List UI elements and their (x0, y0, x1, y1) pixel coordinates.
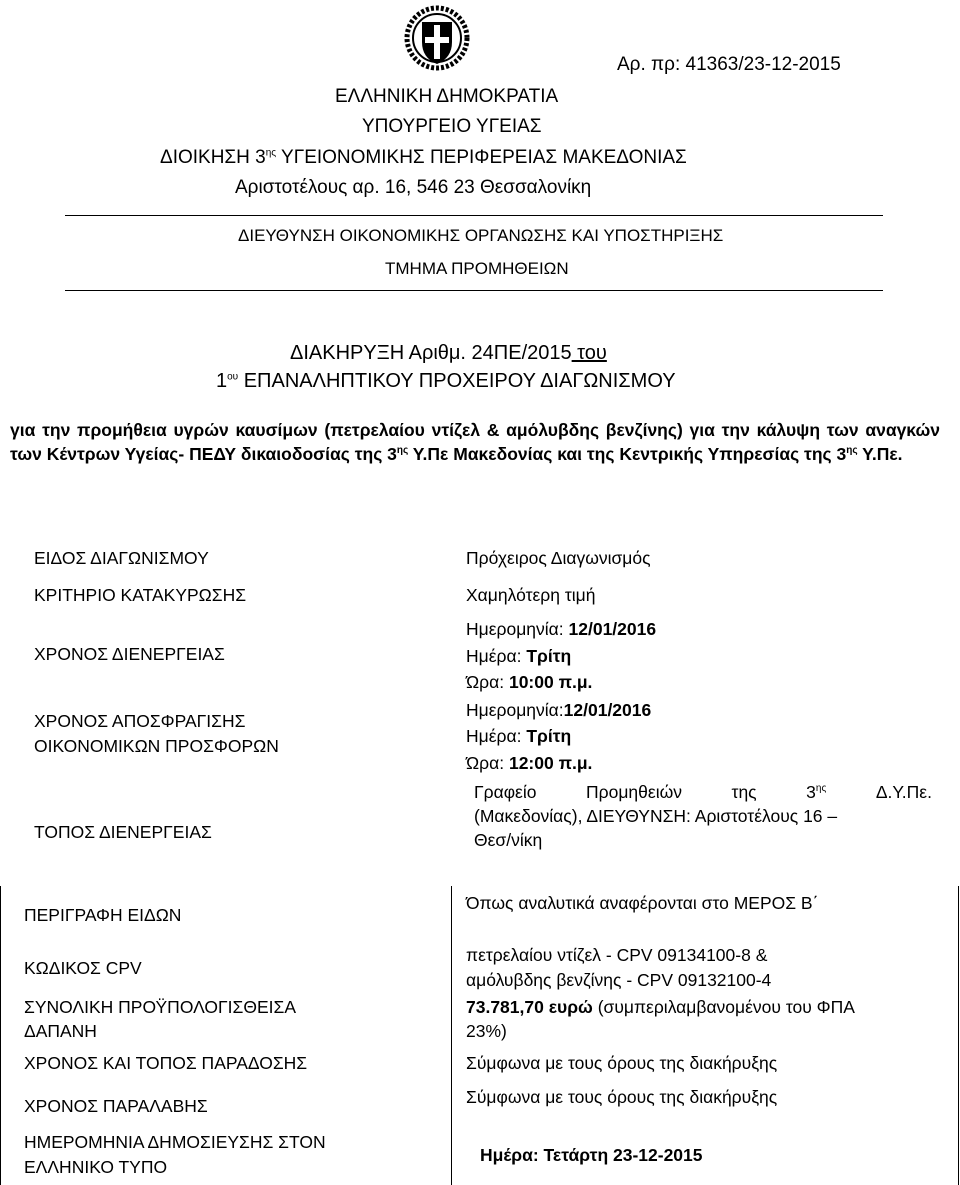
table2-left-border (0, 886, 1, 1185)
unseal-day: Ημέρα: Τρίτη (466, 726, 572, 746)
total-budget-label-line1: ΣΥΝΟΛΙΚΗ ΠΡΟΫΠΟΛΟΓΙΣΘΕΙΣΑ (24, 997, 297, 1017)
conduct-place-label: ΤΟΠΟΣ ΔΙΕΝΕΡΓΕΙΑΣ (34, 822, 212, 842)
cpv-code-line2: αμόλυβδης βενζίνης - CPV 09132100-4 (466, 970, 772, 990)
conduct-date: Ημερομηνία: 12/01/2016 (466, 619, 657, 639)
total-budget-value: 73.781,70 ευρώ (συμπεριλαμβανομένου του ΦΠΑ (466, 997, 855, 1017)
conduct-place-line2: (Μακεδονίας), ΔΙΕΥΘΥΝΣΗ: Αριστοτέλους 16 – (474, 806, 838, 826)
conduct-day: Ημέρα: Τρίτη (466, 646, 572, 666)
items-description-value: Όπως αναλυτικά αναφέρονται στο ΜΕΡΟΣ Β΄ (466, 893, 819, 913)
conduct-place-word: της (731, 782, 757, 802)
notice-title: ΔΙΑΚΗΡΥΞΗ Αριθμ. 24ΠΕ/2015 του (290, 342, 607, 364)
award-criterion-value: Χαμηλότερη τιμή (466, 585, 596, 605)
total-budget-label-line2: ΔΑΠΑΝΗ (24, 1021, 97, 1041)
delivery-label: ΧΡΟΝΟΣ ΚΑΙ ΤΟΠΟΣ ΠΑΡΑΔΟΣΗΣ (24, 1053, 308, 1073)
header-administration: ΔΙΟΙΚΗΣΗ $3^{\eta\varsigma}$ ΥΓΕΙΟΝΟΜΙΚΗΣ ΠΕΡΙΦΕΡΕΙΑΣ ΜΑΚΕΔΟΝΙΑΣ (160, 147, 687, 168)
header-directorate: ΔΙΕΥΘΥΝΣΗ ΟΙΚΟΝΟΜΙΚΗΣ ΟΡΓΑΝΩΣΗΣ ΚΑΙ ΥΠΟΣΤΗΡΙΞΗΣ (238, 226, 724, 245)
header-ministry: ΥΠΟΥΡΓΕΙΟ ΥΓΕΙΑΣ (362, 116, 542, 137)
header-divider-bottom (65, 290, 883, 291)
conduct-place-word: Προμηθειών (586, 782, 682, 802)
tender-type-value: Πρόχειρος Διαγωνισμός (466, 548, 651, 568)
coat-of-arms-icon (404, 4, 470, 72)
total-budget-vat-note: 23%) (466, 1021, 507, 1041)
items-description-label: ΠΕΡΙΓΡΑΦΗ ΕΙΔΩΝ (24, 905, 182, 925)
unseal-time-label-line2: ΟΙΚΟΝΟΜΙΚΩΝ ΠΡΟΣΦΟΡΩΝ (34, 736, 279, 756)
conduct-place-office: Δ.Υ.Πε. (875, 782, 932, 802)
delivery-value: Σύμφωνα με τους όρους της διακήρυξης (466, 1053, 778, 1073)
conduct-hour: Ώρα: 10:00 π.μ. (466, 672, 593, 692)
publication-date-label-line2: ΕΛΛΗΝΙΚΟ ΤΥΠΟ (24, 1157, 168, 1177)
header-department: ΤΜΗΜΑ ΠΡΟΜΗΘΕΙΩΝ (385, 259, 569, 278)
publication-date-label-line1: ΗΜΕΡΟΜΗΝΙΑ ΔΗΜΟΣΙΕΥΣΗΣ ΣΤΟΝ (24, 1132, 326, 1152)
notice-subtitle: $1^{o\upsilon}$ ΕΠΑΝΑΛΗΠΤΙΚΟΥ ΠΡΟΧΕΙΡΟΥ ΔΙΑΓΩΝΙΣΜΟΥ (216, 370, 676, 392)
cpv-code-line1: πετρελαίου ντίζελ - CPV 09134100-8 & (466, 945, 768, 965)
protocol-number: Αρ. πρ: 41363/23-12-2015 (617, 54, 841, 75)
publication-date-value: Ημέρα: Τετάρτη 23-12-2015 (480, 1145, 703, 1165)
receipt-value: Σύμφωνα με τους όρους της διακήρυξης (466, 1087, 778, 1107)
unseal-time-label-line1: ΧΡΟΝΟΣ ΑΠΟΣΦΡΑΓΙΣΗΣ (34, 711, 246, 731)
unseal-date: Ημερομηνία:12/01/2016 (466, 700, 652, 720)
table2-right-border (958, 886, 959, 1185)
award-criterion-label: ΚΡΙΤΗΡΙΟ ΚΑΤΑΚΥΡΩΣΗΣ (34, 585, 247, 605)
receipt-label: ΧΡΟΝΟΣ ΠΑΡΑΛΑΒΗΣ (24, 1096, 208, 1116)
conduct-place-line3: Θεσ/νίκη (474, 830, 543, 850)
header-divider-top (65, 215, 883, 216)
conduct-place-line1 (474, 782, 932, 803)
cpv-code-label: ΚΩΔΙΚΟΣ CPV (24, 958, 142, 978)
header-republic: ΕΛΛΗΝΙΚΗ ΔΗΜΟΚΡΑΤΙΑ (335, 86, 559, 107)
conduct-time-label: ΧΡΟΝΟΣ ΔΙΕΝΕΡΓΕΙΑΣ (34, 644, 225, 664)
subject-paragraph: για την προμήθεια υγρών καυσίμων (πετρελαίου ντίζελ & αμόλυβδης βενζίνης) για την κάλυψη των αναγκών των Κέντρων Υγείας- ΠΕΔΥ δικαιοδοσίας της $3^{\eta\varsigma}$ Υ.Πε Μακεδονίας και της Κεντρικής Υπηρεσίας της $3^{\eta\varsigma}$ Υ.Πε. (10, 420, 940, 464)
tender-type-label: ΕΙΔΟΣ ΔΙΑΓΩΝΙΣΜΟΥ (34, 548, 209, 568)
conduct-place-ordinal: $3^{\eta\varsigma}$ (806, 782, 827, 802)
table2-middle-border (451, 886, 452, 1185)
header-address: Αριστοτέλους αρ. 16, 546 23 Θεσσαλονίκη (235, 177, 592, 198)
unseal-hour: Ώρα: 12:00 π.μ. (466, 753, 593, 773)
conduct-place-word: Γραφείο (474, 782, 537, 802)
